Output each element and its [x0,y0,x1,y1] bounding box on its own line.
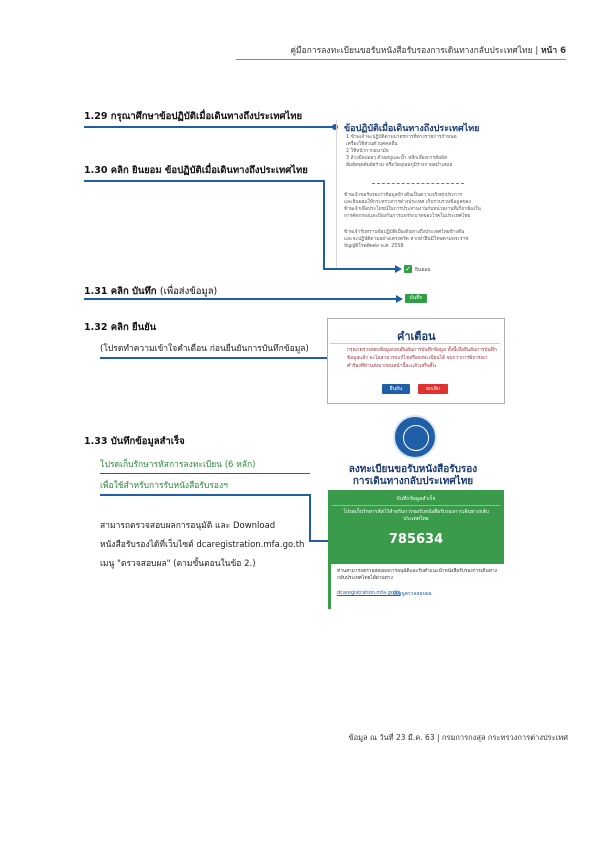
rule-item: สัมผัสจุดสัมผัสร่วม หรือวัดอุณหภูมิร่างกายสม่ำเสมอ [346,163,453,168]
connector-line-1-31 [84,298,396,300]
arrow-right-icon [395,265,402,273]
step-action: คลิก [110,322,129,333]
success-title: บันทึกข้อมูลสำเร็จ [396,496,436,502]
step-1-31 [84,284,217,299]
ministry-seal-inner [403,425,429,451]
rule-item: เครื่องใช้ส่วนตัวบุคคลอื่น [346,142,398,147]
header-separator: | [535,46,539,56]
acknowledge-paragraph-line: และจะปฏิบัติตามอย่างเคร่งครัด หากฝ่าฝืนมีโทษตามพระราช [344,237,469,242]
accept-label: ยินยอม [415,267,431,273]
rules-panel-title: ข้อปฏิบัติเมื่อเดินทางถึงประเทศไทย [344,124,480,134]
confirm-button-label: ยืนยัน [389,386,403,392]
save-button[interactable] [405,294,427,303]
step-text: กรุณาศึกษาข้อปฏิบัติเมื่อเดินทางถึงประเทศไทย [110,111,303,122]
step-note: สามารถตรวจสอบผลการอนุมัติ และ Download [100,521,276,531]
consent-paragraph-line: ข้าพเจ้าเพื่อประโยชน์ในการประสานงานกับหน่วยงานที่เกี่ยวข้องใน [344,207,481,212]
step-note: (โปรดทำความเข้าใจคำเตือน ก่อนยืนยันการบันทึกข้อมูล) [100,344,309,354]
org-title-line2: การเดินทางกลับประเทศไทย [352,476,474,487]
check-icon: ✓ [405,265,411,273]
step-number: 1.31 [84,286,108,297]
page-footer: ข้อมูล ณ วันที่ 23 มี.ค. 63 | กรมการกงสุล กระทรวงการต่างประเทศ [348,733,568,742]
connector-line-1-33-vertical [309,494,311,542]
confirm-button[interactable] [382,384,410,394]
warning-text: กรุณาตรวจสอบข้อมูลก่อนยืนยันการบันทึกข้อมูล ทั้งนี้เมื่อยืนยันการบันทึกข้อมูลแล้ว จะไม่สามารถแก้ไขหรือลงทะเบียนได้ จนกว่าการพิจารณาคำร้องที่ท่านส่งมาก่อนหน้านี้จะแล้วเสร็จสิ้น [347,348,497,369]
step-1-33 [84,434,185,449]
step-number: 1.30 [84,165,108,176]
connector-line-1-30 [84,180,324,182]
cancel-button-label: ยกเลิก [426,386,440,392]
cancel-button[interactable] [418,384,448,394]
consent-paragraph-line: ข้าพเจ้าขอรับรองว่าข้อมูลข้างต้นเป็นความจริงทุกประการ [344,193,463,198]
step-green-note: โปรดเก็บรักษารหัสการลงทะเบียน (6 หลัก) [100,460,256,470]
step-note: เมนู "ตรวจสอบผล" (ตามขั้นตอนในข้อ 2.) [100,559,256,569]
success-text: โปรดเก็บรักษารหัสไว้สำหรับการขอรับหนังสือรับรองการเดินทางกลับประเทศไทย [343,509,489,522]
step-text: ยืนยัน [132,322,157,333]
rule-item: 1 ข้าพเจ้าจะปฏิบัติตามมาตรการที่ทางราชการกำหนด [346,135,457,140]
accept-checkbox[interactable] [404,265,412,273]
rules-divider [372,183,464,184]
acknowledge-paragraph-line: ข้าพเจ้ารับทราบข้อปฏิบัติเมื่อเดินทางถึงประเทศไทยข้างต้น [344,230,465,235]
arrow-right-icon [396,295,403,303]
step-action: คลิก [110,286,129,297]
warning-title: คำเตือน [397,330,436,343]
header-title: คู่มือการลงทะเบียนขอรับหนังสือรับรองการเดินทางกลับประเทศไทย [290,46,533,56]
connector-line-1-30-bottom [323,268,395,270]
consent-paragraph-line: การคัดกรองและป้องกันการแพร่ระบาดของโรคในประเทศไทย [344,214,471,219]
step-number: 1.29 [84,111,108,122]
step-note: (เพื่อส่งข้อมูล) [159,286,218,297]
website-link[interactable]: dcaregistration.mfa.go.th [337,590,401,596]
info-text: ท่านสามารถตรวจสอบผลการอนุมัติและรับคำแนะนำหนังสือรับรองการเดินทางกลับประเทศไทยได้ผ่านทาง [337,569,497,581]
step-1-32 [84,320,156,335]
connector-line-1-29 [84,126,334,128]
step-number: 1.32 [84,322,108,333]
step-number: 1.33 [84,436,108,447]
page-header [236,43,566,57]
step-green-note: เพื่อใช้สำหรับการรับหนังสือรับรองฯ [100,481,228,491]
check-result-menu-link[interactable]: ที่เมนูตรวจสอบผล [393,591,432,597]
acknowledge-paragraph-line: บัญญัติโรคติดต่อ พ.ศ. 2558 [344,244,404,249]
consent-paragraph-line: และยินยอมให้กระทรวงการต่างประเทศ เก็บรวบรวมข้อมูลของ [344,200,471,205]
step-action: คลิก [110,165,129,176]
step-text: บันทึกข้อมูลสำเร็จ [110,436,185,447]
org-title-line1: ลงทะเบียนขอรับหนังสือรับรอง [348,464,478,475]
registration-code: 785634 [388,532,444,547]
connector-underline [100,473,310,474]
warning-divider [330,343,500,344]
rule-item: 2 ใช้หน้ากากอนามัย [346,149,389,154]
step-text: ยินยอม ข้อปฏิบัติเมื่อเดินทางถึงประเทศไทย [132,165,308,176]
success-divider [332,505,500,506]
step-note: หนังสือรับรองได้ที่เว็บไซต์ dcaregistration.mfa.go.th [100,540,305,550]
header-divider [236,59,566,60]
step-1-29 [84,109,302,124]
step-1-30 [84,163,308,178]
page-number: หน้า 6 [540,46,566,56]
step-text: บันทึก [132,286,157,297]
connector-line-1-33 [100,494,310,496]
rule-item: 3 ล้างมือบ่อยๆ ด้วยสบู่และน้ำ หลีกเลี่ยงการสัมผัส [346,156,447,161]
save-button-label: บันทึก [409,295,423,301]
connector-line-1-30-vertical [323,180,325,270]
